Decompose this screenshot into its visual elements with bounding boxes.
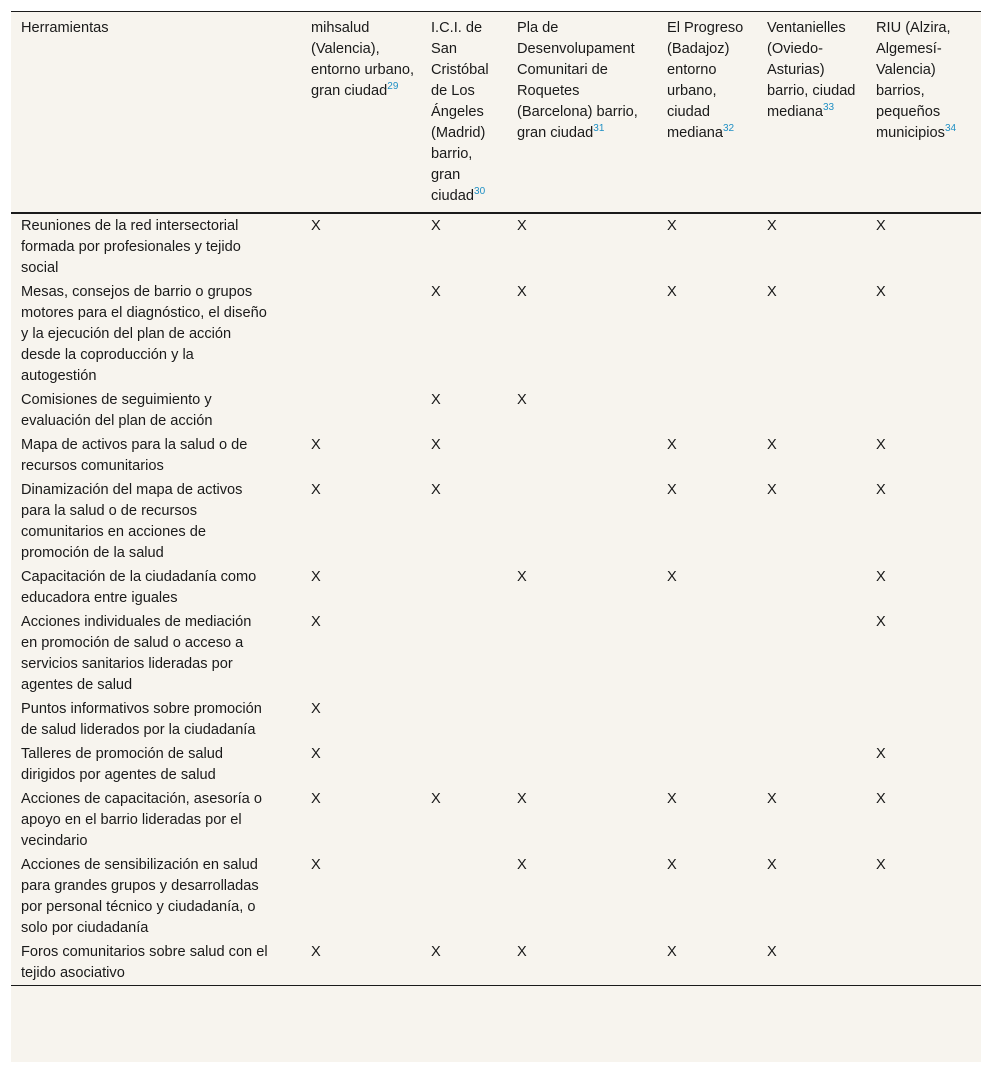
tool-name-cell: Talleres de promoción de salud dirigidos por agentes de salud <box>21 746 223 783</box>
tool-name-cell: Mapa de activos para la salud o de recursos comunitarios <box>21 437 248 474</box>
mark-cell <box>507 478 657 565</box>
mark-cell <box>657 388 757 433</box>
mark-cell: X <box>876 569 886 585</box>
mark-cell <box>757 742 866 787</box>
table-row <box>11 388 981 433</box>
mark-cell <box>421 697 507 742</box>
table-row <box>11 787 981 853</box>
mark-cell: X <box>431 482 441 498</box>
mark-cell: X <box>517 284 527 300</box>
mark-cell <box>421 610 507 697</box>
mark-cell <box>757 388 866 433</box>
mark-cell: X <box>876 614 886 630</box>
mark-cell: X <box>667 569 677 585</box>
mark-cell: X <box>667 284 677 300</box>
mark-cell: X <box>311 944 321 960</box>
mark-cell <box>507 742 657 787</box>
footnote-ref[interactable]: 32 <box>722 123 735 135</box>
mark-cell: X <box>517 944 527 960</box>
mark-cell: X <box>431 437 441 453</box>
mark-cell: X <box>431 944 441 960</box>
mark-cell: X <box>311 614 321 630</box>
mark-cell: X <box>876 218 886 234</box>
mark-cell <box>507 433 657 478</box>
header-row <box>11 12 981 214</box>
mark-cell <box>421 742 507 787</box>
mark-cell: X <box>767 857 777 873</box>
mark-cell: X <box>876 284 886 300</box>
mark-cell <box>657 610 757 697</box>
tool-name-cell: Puntos informativos sobre promoción de salud liderados por la ciudadanía <box>21 701 262 738</box>
mark-cell: X <box>767 944 777 960</box>
mark-cell: X <box>431 791 441 807</box>
table-row <box>11 697 981 742</box>
tool-name-cell: Mesas, consejos de barrio o grupos motores para el diagnóstico, el diseño y la ejecución del plan de acción desde la coproducción y la autogestión <box>21 284 267 384</box>
mark-cell: X <box>767 437 777 453</box>
mark-cell <box>866 388 981 433</box>
mark-cell: X <box>431 284 441 300</box>
mark-cell: X <box>517 392 527 408</box>
footnote-ref[interactable]: 30 <box>474 186 486 198</box>
footnote-ref[interactable]: 34 <box>944 123 957 135</box>
table-row <box>11 610 981 697</box>
mark-cell <box>657 697 757 742</box>
table-row <box>11 940 981 986</box>
mark-cell: X <box>431 218 441 234</box>
mark-cell: X <box>667 482 677 498</box>
mark-cell: X <box>876 746 886 762</box>
header-cell-ventanielles: Ventanielles (Oviedo-Asturias) barrio, ciudad mediana$^{33}$ <box>767 20 856 120</box>
footnote-ref[interactable]: 31 <box>593 123 605 135</box>
tool-name-cell: Capacitación de la ciudadanía como educadora entre iguales <box>21 569 257 606</box>
tool-name-cell: Comisiones de seguimiento y evaluación del plan de acción <box>21 392 213 429</box>
mark-cell <box>507 697 657 742</box>
tool-name-cell: Dinamización del mapa de activos para la salud o de recursos comunitarios en acciones de promoción de la salud <box>21 482 243 561</box>
mark-cell: X <box>311 701 321 717</box>
tool-name-cell: Acciones individuales de mediación en promoción de salud o acceso a servicios sanitarios lideradas por agentes de salud <box>21 614 252 693</box>
header-cell-herramientas: Herramientas <box>21 20 109 36</box>
mark-cell: X <box>667 218 677 234</box>
mark-cell <box>507 610 657 697</box>
mark-cell <box>757 610 866 697</box>
mark-cell: X <box>517 791 527 807</box>
table-row <box>11 478 981 565</box>
mark-cell: X <box>876 437 886 453</box>
mark-cell: X <box>876 791 886 807</box>
mark-cell: X <box>876 482 886 498</box>
tools-table <box>11 11 981 986</box>
mark-cell: X <box>767 284 777 300</box>
header-cell-el-progreso: El Progreso (Badajoz) entorno urbano, ciudad mediana$^{32}$ <box>667 20 744 141</box>
footnote-ref[interactable]: 33 <box>822 102 835 114</box>
table-row <box>11 853 981 940</box>
table-row <box>11 565 981 610</box>
mark-cell: X <box>311 569 321 585</box>
tool-name-cell: Reuniones de la red intersectorial formada por profesionales y tejido social <box>21 218 241 276</box>
mark-cell <box>657 742 757 787</box>
tool-name-cell: Foros comunitarios sobre salud con el tejido asociativo <box>21 944 268 981</box>
mark-cell <box>866 697 981 742</box>
mark-cell: X <box>517 218 527 234</box>
mark-cell: X <box>767 791 777 807</box>
mark-cell: X <box>767 482 777 498</box>
mark-cell: X <box>311 482 321 498</box>
mark-cell: X <box>767 218 777 234</box>
header-cell-roquetes: Pla de Desenvolupament Comunitari de Roquetes (Barcelona) barrio, gran ciudad$^{31}$ <box>517 20 638 141</box>
table-container <box>11 11 981 1062</box>
header-cell-ici-san-cristobal: I.C.I. de San Cristóbal de Los Ángeles (Madrid) barrio, gran ciudad$^{30}$ <box>431 20 489 204</box>
header-cell-mihsalud: mihsalud (Valencia), entorno urbano, gran ciudad$^{29}$ <box>311 20 415 99</box>
mark-cell <box>421 565 507 610</box>
mark-cell: X <box>311 791 321 807</box>
mark-cell: X <box>311 218 321 234</box>
mark-cell <box>866 940 981 986</box>
mark-cell: X <box>667 857 677 873</box>
table-row <box>11 280 981 388</box>
mark-cell <box>421 853 507 940</box>
mark-cell: X <box>311 857 321 873</box>
mark-cell: X <box>311 746 321 762</box>
mark-cell: X <box>517 569 527 585</box>
table-row <box>11 213 981 280</box>
mark-cell: X <box>431 392 441 408</box>
mark-cell: X <box>876 857 886 873</box>
mark-cell: X <box>517 857 527 873</box>
tool-name-cell: Acciones de capacitación, asesoría o apoyo en el barrio lideradas por el vecindario <box>21 791 262 849</box>
table-row <box>11 742 981 787</box>
footnote-ref[interactable]: 29 <box>387 81 399 93</box>
mark-cell <box>301 280 421 388</box>
mark-cell <box>757 697 866 742</box>
header-cell-riu: RIU (Alzira, Algemesí-Valencia) barrios, pequeños municipios$^{34}$ <box>876 20 957 141</box>
mark-cell: X <box>667 791 677 807</box>
table-row <box>11 433 981 478</box>
mark-cell <box>757 565 866 610</box>
tool-name-cell: Acciones de sensibilización en salud para grandes grupos y desarrolladas por personal técnico y ciudadanía, o solo por ciudadanía <box>21 857 259 936</box>
mark-cell: X <box>667 437 677 453</box>
mark-cell <box>301 388 421 433</box>
mark-cell: X <box>667 944 677 960</box>
mark-cell: X <box>311 437 321 453</box>
